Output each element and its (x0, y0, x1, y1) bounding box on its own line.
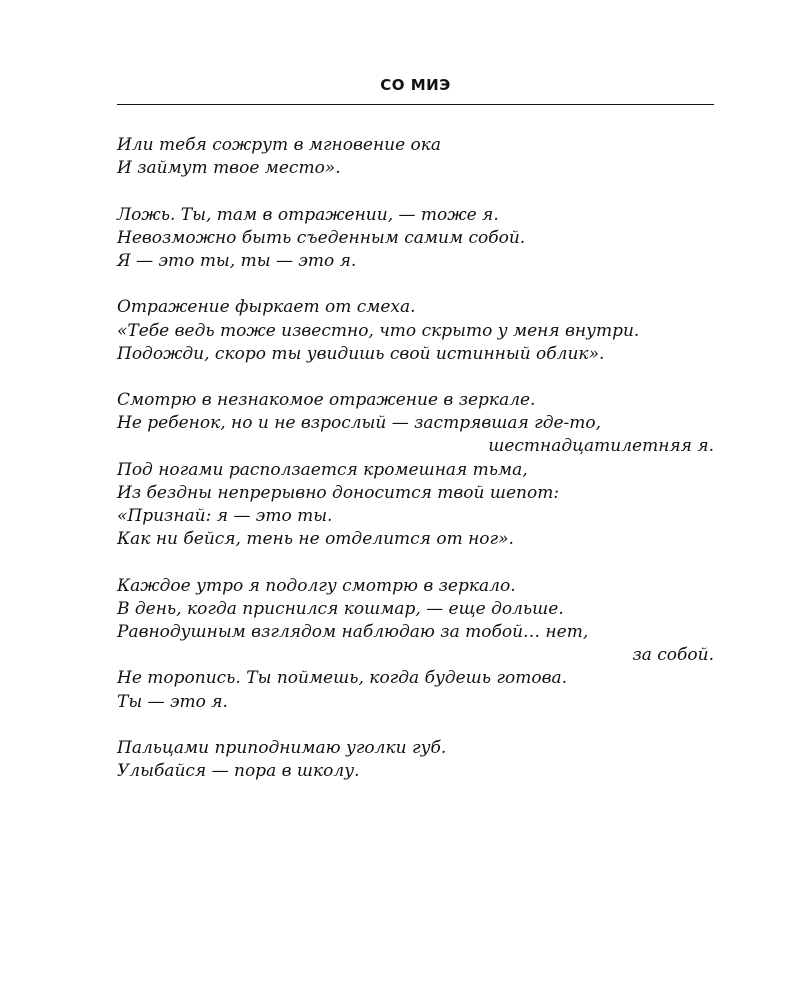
stanza-break (117, 714, 714, 737)
poem-line: Каждое утро я подолгу смотрю в зеркало. (117, 575, 516, 596)
poem-line: Под ногами расползается кромешная тьма, (117, 459, 528, 480)
poem-line: Я — это ты, ты — это я. (117, 250, 357, 271)
poem-line: Как ни бейся, тень не отделится от ног». (117, 529, 514, 550)
poem-line: Улыбайся — пора в школу. (117, 761, 360, 782)
poem-line: Подожди, скоро ты увидишь свой истинный облик». (117, 343, 605, 364)
running-title: СО МИЭ (380, 76, 451, 94)
poem-body (117, 134, 714, 783)
poem-line: Не торопись. Ты поймешь, когда будешь готова. (117, 668, 568, 689)
poem-line: Отражение фыркает от смеха. (117, 297, 416, 318)
stanza-1 (117, 134, 714, 180)
poem-line: Ты — это я. (117, 691, 228, 712)
stanza-3 (117, 296, 714, 366)
stanza-break (117, 366, 714, 389)
poem-line: Или тебя сожрут в мгновение ока (117, 135, 442, 155)
poem-line: Невозможно быть съеденным самим собой. (117, 227, 526, 248)
poem-line: В день, когда приснился кошмар, — еще дольше. (117, 598, 564, 619)
poem-line: Пальцами приподнимаю уголки губ. (117, 737, 447, 758)
poem-line: Ложь. Ты, там в отражении, — тоже я. (117, 204, 499, 225)
poem-line: Не ребенок, но и не взрослый — застрявшая где-то, (117, 413, 602, 434)
stanza-break (117, 180, 714, 203)
stanza-break (117, 273, 714, 296)
stanza-5 (117, 575, 714, 714)
poem-line: И займут твое место». (117, 158, 341, 179)
stanza-2 (117, 204, 714, 274)
poem-line: «Тебе ведь тоже известно, что скрыто у меня внутри. (117, 320, 640, 341)
stanza-break (117, 551, 714, 574)
poem-line-continuation: за собой. (632, 645, 714, 666)
poem-line-continuation: шестнадцатилетняя я. (488, 436, 714, 457)
stanza-4 (117, 389, 714, 551)
poem-line: Равнодушным взглядом наблюдаю за тобой… нет, (117, 621, 589, 642)
stanza-6 (117, 737, 714, 783)
poem-line: «Признай: я — это ты. (117, 506, 333, 526)
poem-line: Смотрю в незнакомое отражение в зеркале. (117, 390, 536, 411)
poem-line: Из бездны непрерывно доносится твой шепот: (117, 482, 560, 503)
header-rule (117, 104, 714, 105)
